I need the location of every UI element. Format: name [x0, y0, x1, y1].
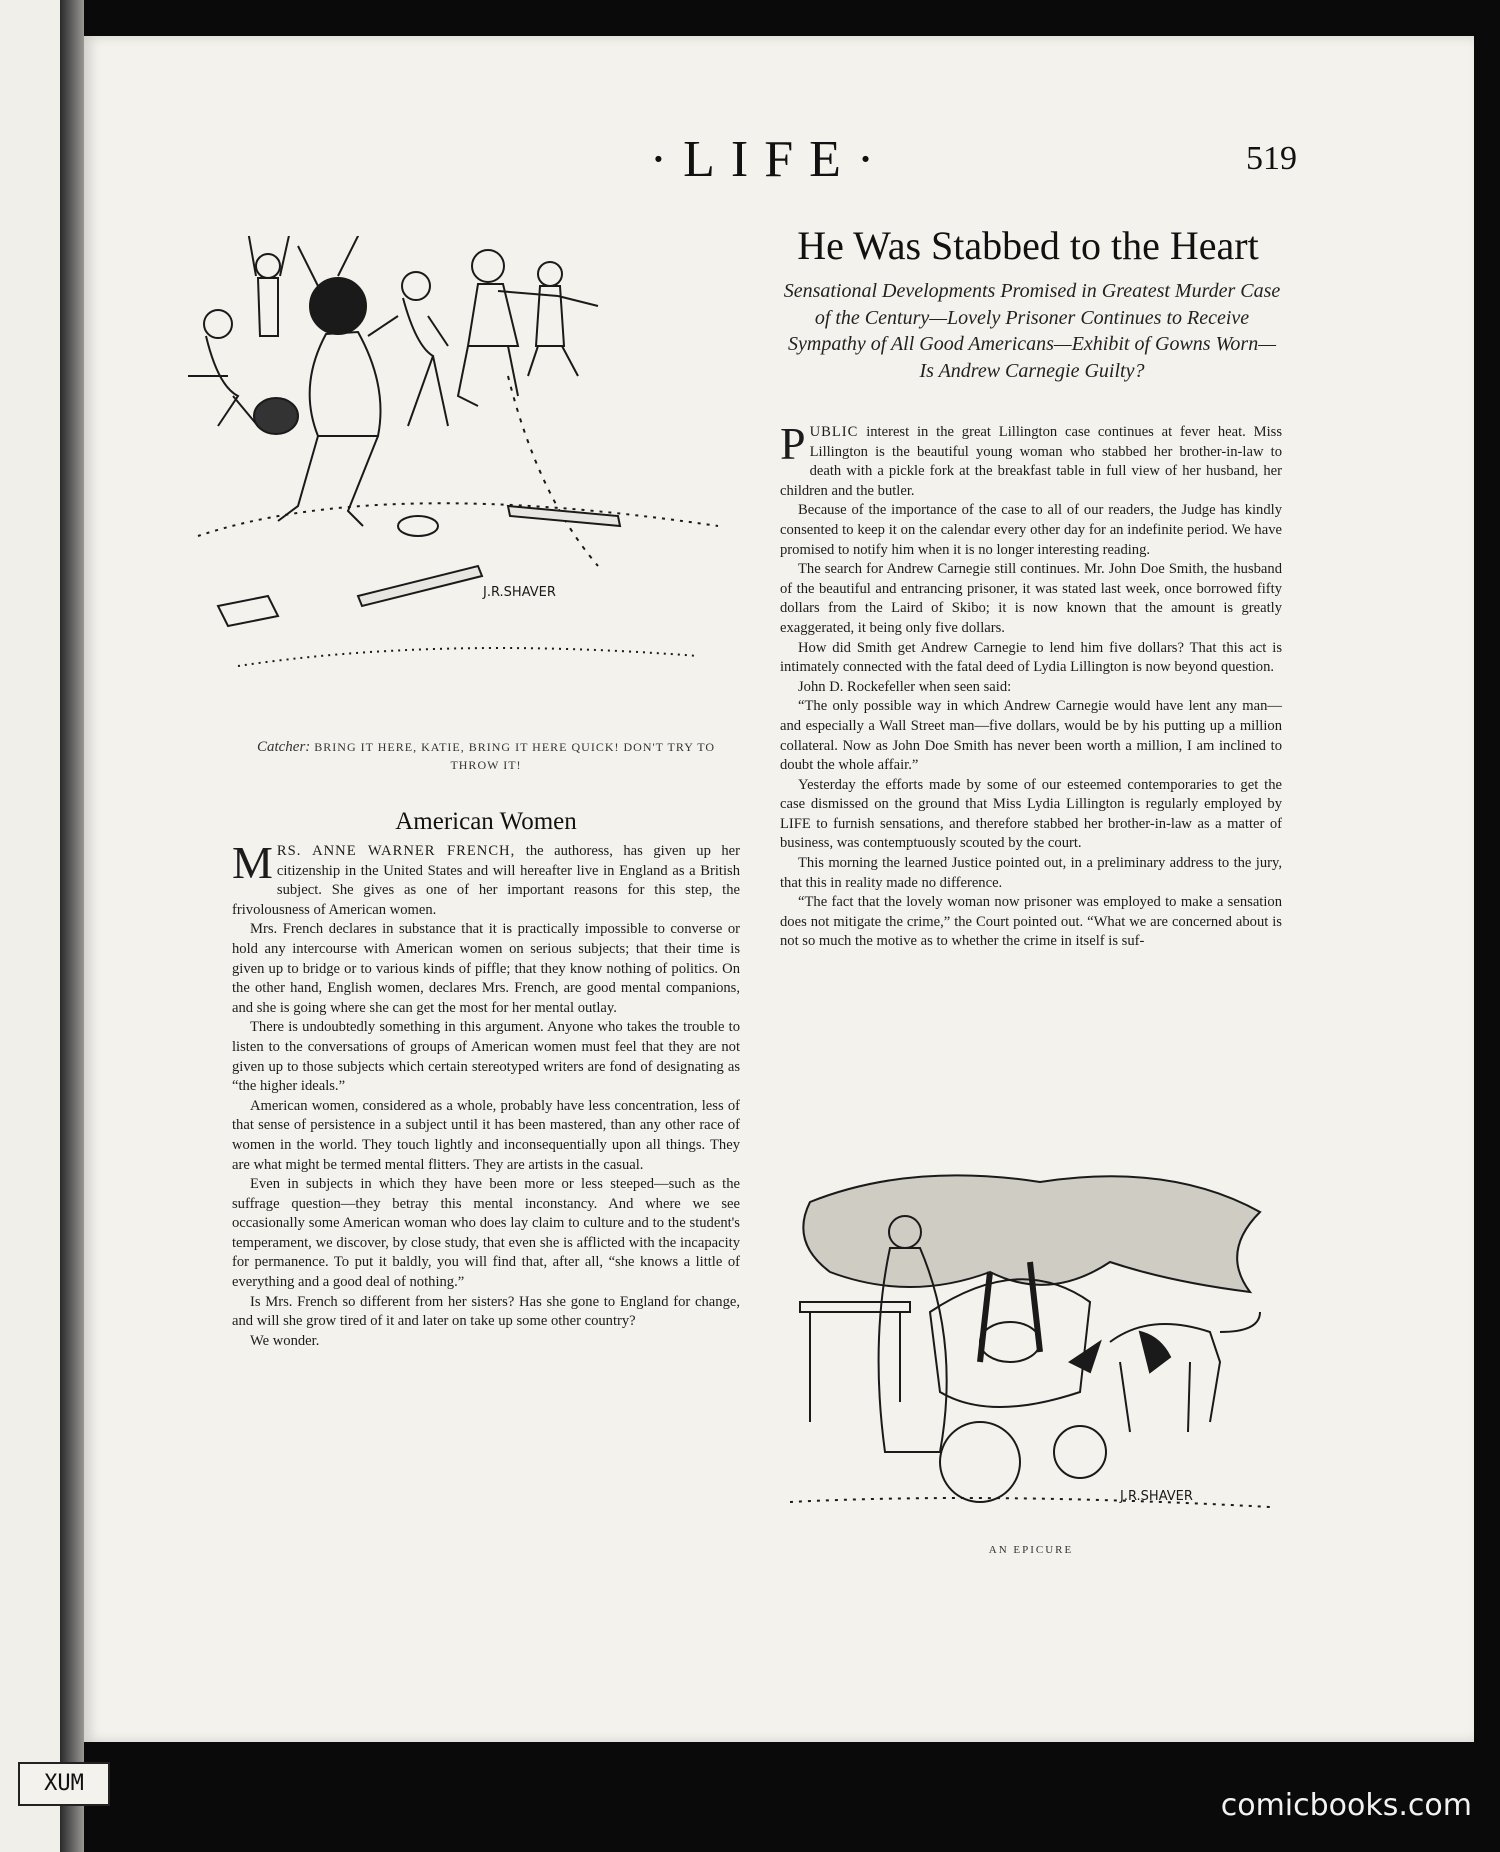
aw-paragraph: American women, considered as a whole, probably have less concentration, less of that sense of persistence in a subject until it has been mastered, than any other race of women in the world. They touch lightly and inconsequentially upon all things. They are what might be termed mental flitters. They are artists in the casual.	[232, 1097, 740, 1173]
cartoon1-caption	[232, 738, 740, 774]
st-paragraph: How did Smith get Andrew Carnegie to lend him five dollars? That this act is intimately connected with the fatal deed of Lydia Lillington is now beyond question.	[780, 639, 1282, 676]
aw-paragraph: We wonder.	[250, 1332, 320, 1349]
st-dropcap: P	[780, 418, 806, 469]
page-number: 519	[1246, 140, 1297, 177]
masthead: ·LIFE·	[649, 131, 891, 188]
st-paragraph: Because of the importance of the case to all of our readers, the Judge has kindly consented to keep it on the calendar every other day for an indefinite period. We have promised to notify him when it is no longer interesting reading.	[780, 502, 1282, 558]
st-lead-caps: UBLIC	[809, 424, 859, 440]
cartoon2-caption: AN EPICURE	[988, 1544, 1074, 1556]
st-paragraph: This morning the learned Justice pointed out, in a preliminary address to the jury, that this in reality made no difference.	[780, 855, 1282, 891]
american-women-article	[232, 837, 741, 1351]
aw-paragraph: Mrs. French declares in substance that it is practically impossible to converse or hold any intercourse with American women on serious subjects; that their time is given up to bridge or to various kinds of piffle; that they know nothing of politics. On the other hand, English women, declares Mrs. French, are good mental companions, and she is going where she can get the most for her mental outlay.	[232, 921, 740, 1016]
st-paragraph: PUBLIC interest in the great Lillington case continues at fever heat. Miss Lillington is the beautiful young woman who stabbed her brother-in-law to death with a pickle fork at the breakfast table in full view of her husband, her children and the butler.	[780, 418, 1282, 499]
st-paragraph: “The fact that the lovely woman now prisoner was employed to make a sensation does not mitigate the crime,” the Court pointed out. “What we are concerned about is not so much the motive as to whether the crime in itself is suf-	[780, 894, 1282, 950]
st-paragraph: John D. Rockefeller when seen said:	[798, 678, 1012, 695]
watermark: comicbooks.com	[1220, 1788, 1472, 1823]
aw-lead-caps: RS. ANNE WARNER FRENCH,	[276, 843, 516, 859]
facing-page-edge	[0, 0, 60, 1852]
cartoon-epicure	[790, 1162, 1280, 1532]
book-gutter	[60, 0, 84, 1852]
aw-paragraph: Even in subjects in which they have been more or less steeped—such as the suffrage question—they betray this mental inconstancy. And where we see occasionally some American woman who does lay claim to culture and to the student's temperament, we discover, by close study, that even she is afflicted with the incapacity for permanence. To put it baldly, you will find that, after all, “she knows a little of everything and a good deal of nothing.”	[232, 1176, 740, 1291]
aw-paragraph: MRS. ANNE WARNER FRENCH, the authoress, has given up her citizenship in the United States and will hereafter live in England as a British subject. She gives as one of her important reasons for this step, the frivolousness of American women.	[232, 837, 741, 918]
cartoon2-signature: J.R.SHAVER	[1120, 1489, 1193, 1504]
st-paragraph: The search for Andrew Carnegie still continues. Mr. John Doe Smith, the husband of the beautiful and entrancing prisoner, it was stated last week, once borrowed fifty dollars from the Laird of Skibo; it is now known that the amount is greatly exaggerated, it being only five dollars.	[780, 561, 1282, 636]
st-paragraph: “The only possible way in which Andrew Carnegie would have lent any man—and especially a Wall Street man—five dollars, would be by his putting up a million collateral. Now as John Doe Smith has never been worth a million, I am inclined to doubt the whole affair.”	[780, 698, 1282, 774]
caption-speaker: Catcher:	[256, 739, 311, 755]
aw-dropcap: M	[232, 837, 273, 888]
cartoon1-signature: J.R.SHAVER	[483, 585, 556, 600]
st-paragraph: Yesterday the efforts made by some of our esteemed contemporaries to get the case dismissed on the ground that Miss Lydia Lillington is regularly employed by LIFE to furnish sensations, and therefore stabbed her brother-in-law as a matter of business, was contemptuously scouted by the court.	[780, 776, 1282, 852]
aw-paragraph: There is undoubtedly something in this argument. Anyone who takes the trouble to listen to the conversations of groups of American women must feel that they are not given up to those subjects which certain stereotyped writers are fond of designating as “the higher ideals.”	[232, 1019, 740, 1095]
stabbed-article	[780, 418, 1282, 952]
aw-paragraph: Is Mrs. French so different from her sisters? Has she gone to England for change, and will she grow tired of it and later on take up some other country?	[232, 1293, 740, 1330]
stabbed-deck: Sensational Developments Promised in Greatest Murder Case of the Century—Lovely Prisoner Continues to Receive Sympathy of All Good Americans—Exhibit of Gowns Worn—Is Andrew Carnegie Guilty?	[783, 280, 1281, 382]
scan-label: XUM	[18, 1762, 110, 1806]
american-women-title: American Women	[395, 808, 577, 835]
stabbed-headline: He Was Stabbed to the Heart	[797, 223, 1259, 268]
cartoon-baseball-kids	[178, 236, 738, 716]
caption-text: BRING IT HERE, KATIE, BRING IT HERE QUICK! DON'T TRY TO THROW IT!	[314, 740, 716, 772]
